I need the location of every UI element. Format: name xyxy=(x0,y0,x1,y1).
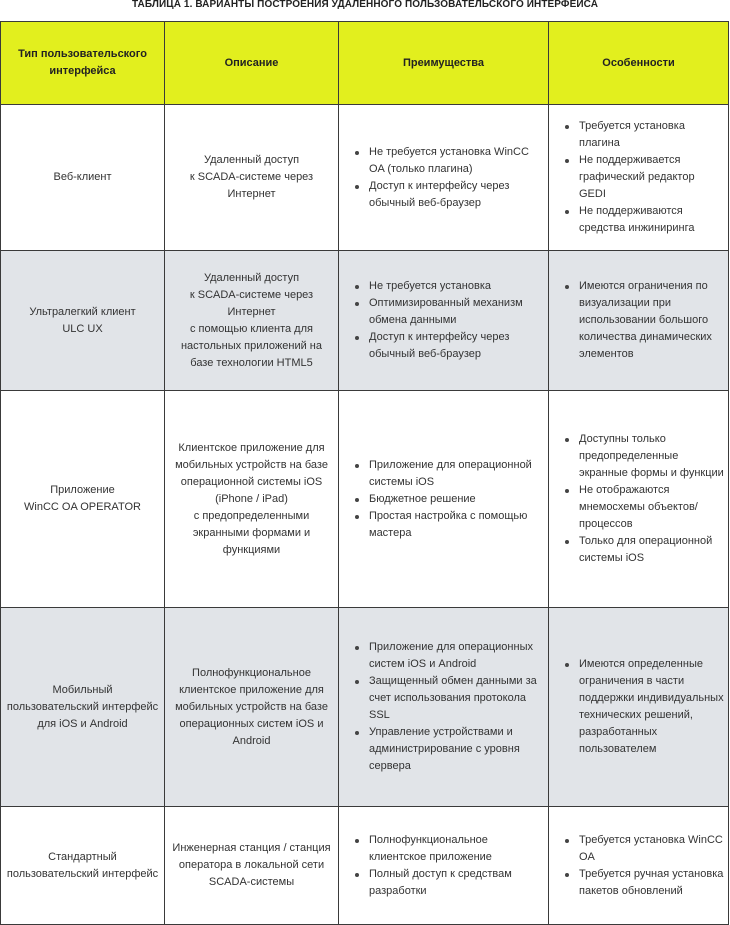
table-row xyxy=(1,251,729,391)
table-caption: ТАБЛИЦА 1. ВАРИАНТЫ ПОСТРОЕНИЯ УДАЛЕННОГО ПОЛЬЗОВАТЕЛЬСКОГО ИНТЕРФЕЙСА xyxy=(131,0,599,10)
cell-description: Удаленный доступ к SCADA-системе через Интернет xyxy=(165,105,339,251)
table-body xyxy=(1,105,729,925)
cell-features xyxy=(549,807,729,925)
list-item: Только для операционной системы iOS xyxy=(579,533,724,567)
list-item: Приложение для операционных систем iOS и Android xyxy=(369,639,544,673)
table-row xyxy=(1,608,729,807)
list-item: Требуется установка WinCC OA xyxy=(579,832,724,866)
features-list xyxy=(553,832,724,900)
interface-variants-table xyxy=(0,21,729,925)
list-item: Имеются ограничения по визуализации при использовании большого количества динамических элементов xyxy=(579,278,724,363)
list-item: Управление устройствами и администрирование с уровня сервера xyxy=(369,724,544,775)
header-advantages: Преимущества xyxy=(339,22,549,105)
header-features: Особенности xyxy=(549,22,729,105)
list-item: Доступ к интерфейсу через обычный веб-браузер xyxy=(369,178,544,212)
advantages-list xyxy=(343,457,544,542)
cell-description: Инженерная станция / станция оператора в локальной сети SCADA-системы xyxy=(165,807,339,925)
list-item: Имеются определенные ограничения в части поддержки индивидуальных технических решений, разработанных пользователем xyxy=(579,656,724,758)
cell-features xyxy=(549,251,729,391)
cell-interface-type: Веб-клиент xyxy=(1,105,165,251)
list-item: Требуется установка плагина xyxy=(579,118,724,152)
table-row xyxy=(1,807,729,925)
cell-interface-type: Приложение WinCC OA OPERATOR xyxy=(1,391,165,608)
features-list xyxy=(553,656,724,758)
list-item: Простая настройка с помощью мастера xyxy=(369,508,544,542)
list-item: Не поддерживается графический редактор GEDI xyxy=(579,152,724,203)
list-item: Приложение для операционной системы iOS xyxy=(369,457,544,491)
cell-features xyxy=(549,391,729,608)
cell-features xyxy=(549,608,729,807)
list-item: Полный доступ к средствам разработки xyxy=(369,866,544,900)
list-item: Защищенный обмен данными за счет использования протокола SSL xyxy=(369,673,544,724)
list-item: Полнофункциональное клиентское приложение xyxy=(369,832,544,866)
list-item: Не отображаются мнемосхемы объектов/ процессов xyxy=(579,482,724,533)
advantages-list xyxy=(343,639,544,775)
features-list xyxy=(553,278,724,363)
cell-advantages xyxy=(339,807,549,925)
features-list xyxy=(553,431,724,567)
cell-interface-type: Ультралегкий клиент ULC UX xyxy=(1,251,165,391)
advantages-list xyxy=(343,144,544,212)
cell-description: Удаленный доступ к SCADA-системе через Интернет с помощью клиента для настольных приложений на базе технологии HTML5 xyxy=(165,251,339,391)
header-description: Описание xyxy=(165,22,339,105)
cell-interface-type: Мобильный пользовательский интерфейс для iOS и Android xyxy=(1,608,165,807)
list-item: Требуется ручная установка пакетов обновлений xyxy=(579,866,724,900)
cell-features xyxy=(549,105,729,251)
list-item: Оптимизированный механизм обмена данными xyxy=(369,295,544,329)
list-item: Не поддерживаются средства инжиниринга xyxy=(579,203,724,237)
list-item: Не требуется установка WinCC OA (только плагина) xyxy=(369,144,544,178)
table-row xyxy=(1,391,729,608)
features-list xyxy=(553,118,724,237)
advantages-list xyxy=(343,832,544,900)
cell-description: Клиентское приложение для мобильных устройств на базе операционной системы iOS (iPhone / iPad) с предопределенными экранными формами и функциями xyxy=(165,391,339,608)
cell-advantages xyxy=(339,251,549,391)
header-type: Тип пользовательского интерфейса xyxy=(1,22,165,105)
list-item: Доступ к интерфейсу через обычный веб-браузер xyxy=(369,329,544,363)
cell-description: Полнофункциональное клиентское приложение для мобильных устройств на базе операционных систем iOS и Android xyxy=(165,608,339,807)
list-item: Бюджетное решение xyxy=(369,491,544,508)
cell-advantages xyxy=(339,105,549,251)
cell-advantages xyxy=(339,391,549,608)
table-header-row xyxy=(1,22,729,105)
list-item: Доступны только предопределенные экранные формы и функции xyxy=(579,431,724,482)
advantages-list xyxy=(343,278,544,363)
cell-advantages xyxy=(339,608,549,807)
table-row xyxy=(1,105,729,251)
cell-interface-type: Стандартный пользовательский интерфейс xyxy=(1,807,165,925)
list-item: Не требуется установка xyxy=(369,278,544,295)
